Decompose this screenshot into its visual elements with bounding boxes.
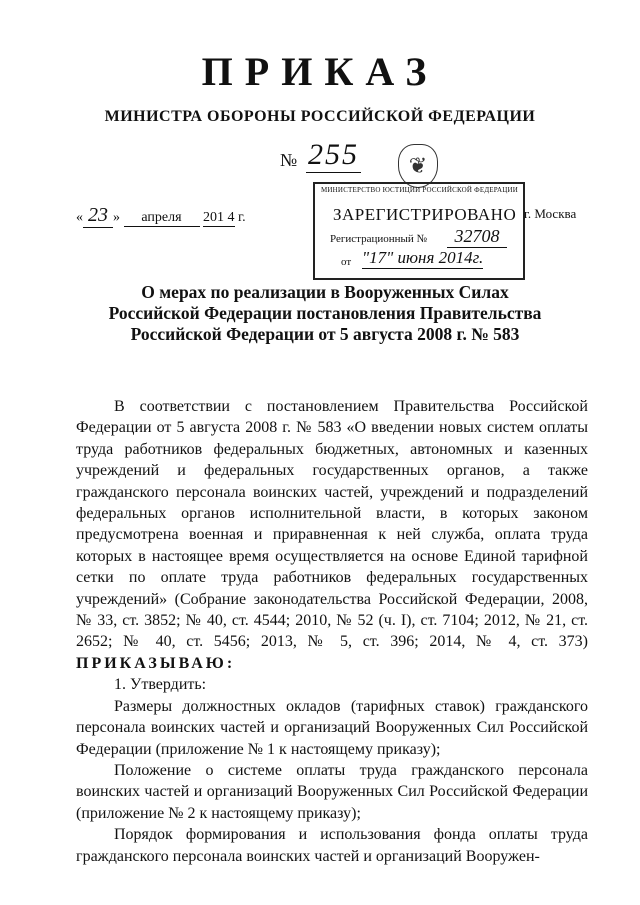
city: г. Москва (524, 206, 577, 221)
document-issuer: МИНИСТРА ОБОРОНЫ РОССИЙСКОЙ ФЕДЕРАЦИИ (104, 108, 536, 125)
stamp-status: ЗАРЕГИСТРИРОВАНО (333, 205, 517, 224)
preamble-text: В соответствии с постановлением Правительства Российской Федерации от 5 августа 2008 г. № 583 «О введении новых систем оплаты труда работников федеральных бюджетных, автономных и казенных учреждений и федеральных государственных органов, а также гражданского персонала воинских частей, учреждений и подразделений федеральных органов исполнительной власти, в которых законом предусмотрена военная и приравненная к ней служба, оплата труда которых в настоящее время осуществляется на основе Единой тарифной сетки по оплате труда работников федеральных государственных учреждений» (Собрание законодательства Российской Федерации, 2008, № 33, ст. 3852; № 40, ст. 4544; 2010, № 52 (ч. I), ст. 7104; 2012, № 21, ст. 2652; № 40, ст. 5456; 2013, № 5, ст. 396; 2014, № 4, ст. 373) (76, 398, 588, 651)
stamp-date-prefix: от (341, 256, 352, 268)
document-title: ПРИКАЗ (201, 49, 439, 94)
date-month: апреля (124, 210, 200, 227)
date-year: 201 4 (203, 210, 235, 225)
state-emblem-icon: ❦ (398, 144, 438, 188)
order-body (76, 396, 588, 867)
date-day: 23 (83, 204, 113, 228)
paragraph-item-1: 1. Утвердить: (114, 676, 207, 694)
paragraph-preamble (76, 396, 588, 674)
stamp-reg-number: 32708 (447, 226, 507, 248)
order-heading: О мерах по реализации в Вооруженных Силах Российской Федерации постановления Правительства Российской Федерации от 5 августа 2008 г. № 583 (108, 282, 542, 344)
order-number: 255 (308, 138, 359, 171)
date-close-quote: » (113, 210, 120, 225)
order-number-label: № (280, 150, 298, 170)
stamp-reg-date: "17" июня 2014г. (362, 248, 484, 267)
paragraph-item-c: Порядок формирования и использования фонда оплаты труда гражданского персонала воинских частей и организаций Вооружен- (76, 826, 588, 865)
stamp-reg-label: Регистрационный № (330, 233, 428, 245)
date-open-quote: « (76, 210, 83, 225)
stamp-ministry: МИНИСТЕРСТВО ЮСТИЦИИ РОССИЙСКОЙ ФЕДЕРАЦИИ (321, 186, 518, 194)
paragraph-item-a: Размеры должностных окладов (тарифных ставок) гражданского персонала воинских частей и организаций Вооруженных Сил Российской Федерации (приложение № 1 к настоящему приказу); (76, 697, 588, 758)
date-year-suffix: г. (238, 210, 246, 225)
order-date (76, 204, 246, 228)
paragraph-item-b: Положение о системе оплаты труда гражданского персонала воинских частей и организаций Вооруженных Сил Российской Федерации (приложение № 2 к настоящему приказу); (76, 761, 588, 822)
orders-keyword: ПРИКАЗЫВАЮ: (76, 654, 236, 672)
